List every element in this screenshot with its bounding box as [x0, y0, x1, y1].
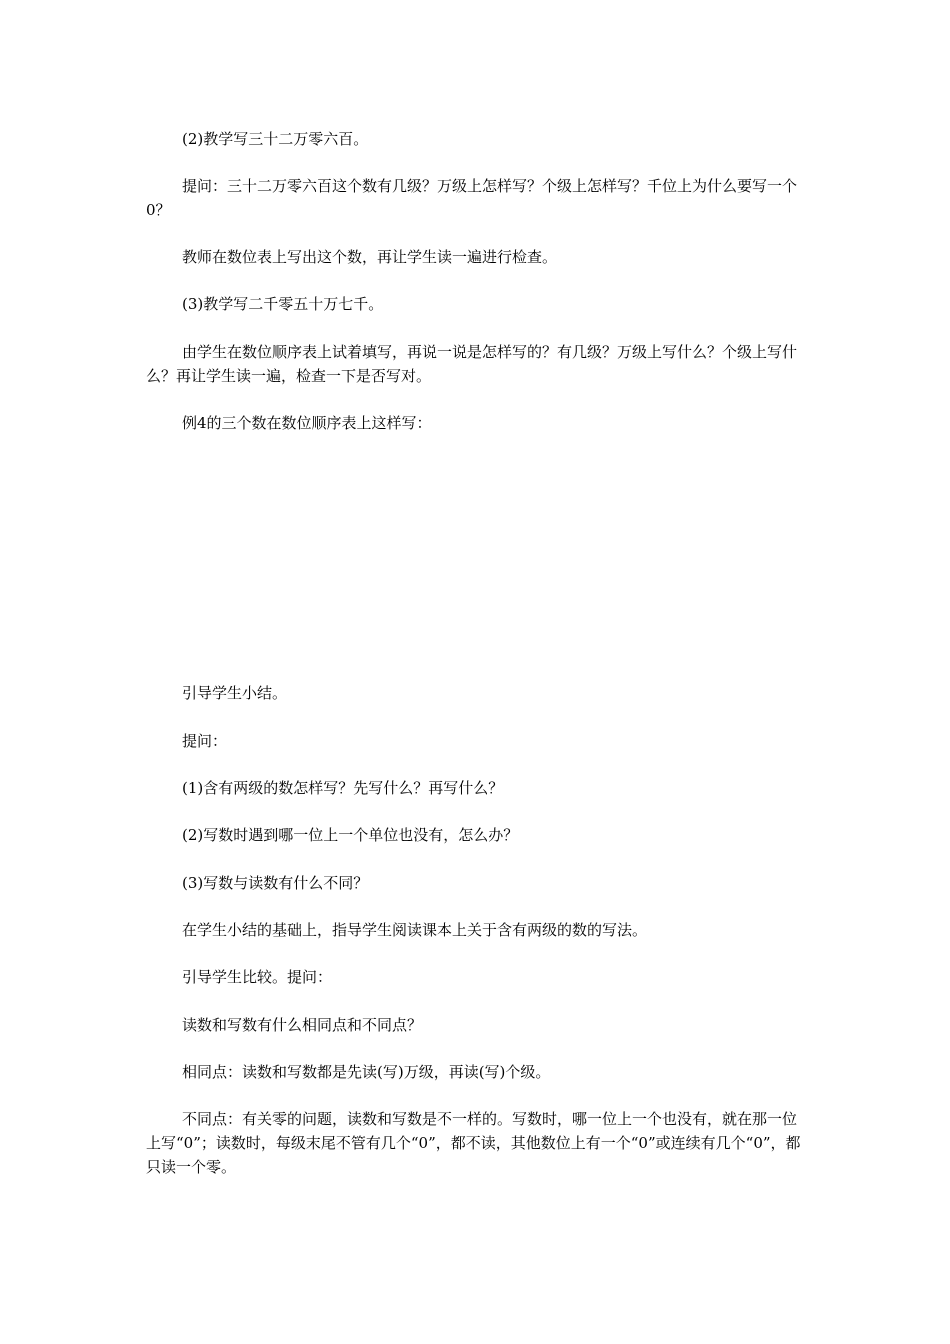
paragraph-compare: 引导学生比较。提问： [182, 968, 333, 986]
paragraph-question-2: (2)写数时遇到哪一位上一个单位也没有，怎么办？ [182, 826, 519, 844]
paragraph-guide-reading: 在学生小结的基础上，指导学生阅读课本上关于含有两级的数的写法。 [182, 921, 648, 939]
paragraph-question-label: 提问： [182, 732, 228, 750]
paragraph-teach-write-2: (2)教学写三十二万零六百。 [182, 130, 369, 148]
paragraph-similarities: 相同点：读数和写数都是先读(写)万级，再读(写)个级。 [182, 1063, 551, 1081]
paragraph-students-fill: 由学生在数位顺序表上试着填写，再说一说是怎样写的？有几级？万级上写什么？个级上写什么？再让学生读一遍，检查一下是否写对。 [146, 343, 798, 385]
paragraph-example-4: 例4的三个数在数位顺序表上这样写： [182, 414, 432, 432]
paragraph-differences: 不同点：有关零的问题，读数和写数是不一样的。写数时，哪一位上一个也没有，就在那一位上写“0”；读数时，每级末尾不管有几个“0”，都不读，其他数位上有一个“0”或连续有几个“0”，都只读一个零。 [146, 1110, 801, 1176]
paragraph-similarities-question: 读数和写数有什么相同点和不同点？ [182, 1016, 423, 1034]
paragraph-question-3: (3)写数与读数有什么不同？ [182, 874, 369, 892]
paragraph-teach-write-3: (3)教学写二千零五十万七千。 [182, 295, 384, 313]
paragraph-teacher-writes: 教师在数位表上写出这个数，再让学生读一遍进行检查。 [182, 248, 558, 266]
paragraph-question-1: (1)含有两级的数怎样写？先写什么？再写什么？ [182, 779, 504, 797]
paragraph-summary: 引导学生小结。 [182, 684, 288, 702]
paragraph-question-levels: 提问：三十二万零六百这个数有几级？万级上怎样写？个级上怎样写？千位上为什么要写一个0？ [146, 177, 798, 219]
